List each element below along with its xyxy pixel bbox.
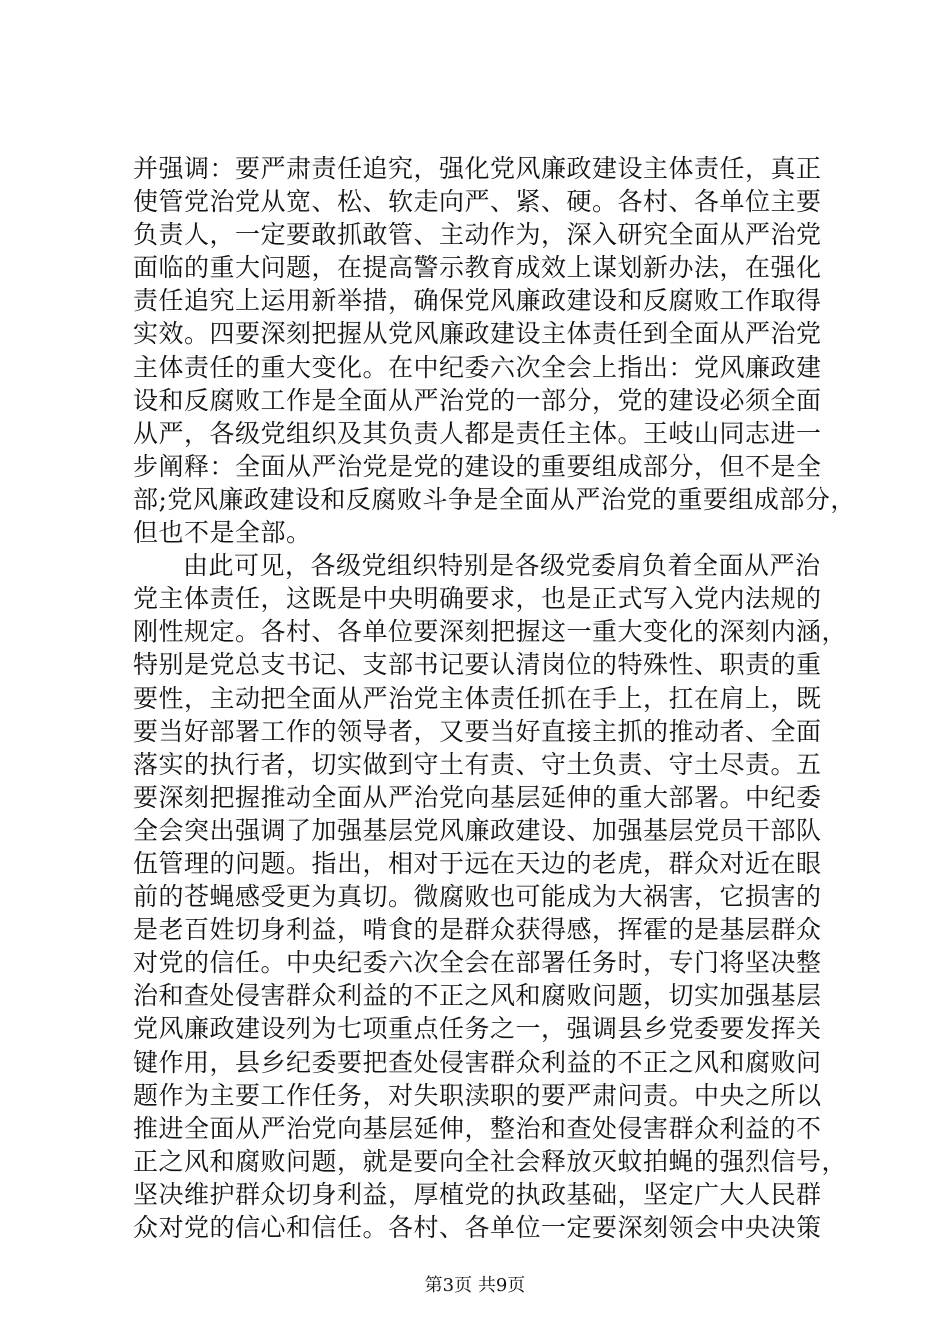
text-line: 伍管理的问题。指出，相对于远在天边的老虎，群众对近在眼 [133,848,822,878]
text-line: 要当好部署工作的领导者，又要当好直接主抓的推动者、全面 [133,716,822,746]
text-line: 前的苍蝇感受更为真切。微腐败也可能成为大祸害，它损害的 [133,882,822,912]
page-number-footer: 第3页 共9页 [424,1275,526,1296]
text-line: 推进全面从严治党向基层延伸，整治和查处侵害群众利益的不 [133,1113,822,1143]
text-line: 党主体责任，这既是中央明确要求，也是正式写入党内法规的 [133,584,822,614]
text-line: 使管党治党从宽、松、软走向严、紧、硬。各村、各单位主要 [133,187,822,217]
text-line: 特别是党总支书记、支部书记要认清岗位的特殊性、职责的重 [133,650,822,680]
text-line: 正之风和腐败问题，就是要向全社会释放灭蚊拍蝇的强烈信号， [133,1146,848,1176]
text-line: 但也不是全部。 [133,518,312,548]
text-line: 要深刻把握推动全面从严治党向基层延伸的重大部署。中纪委 [133,782,822,812]
text-line: 实效。四要深刻把握从党风廉政建设主体责任到全面从严治党 [133,319,822,349]
text-line: 众对党的信心和信任。各村、各单位一定要深刻领会中央决策 [133,1213,822,1242]
text-line: 要性，主动把全面从严治党主体责任抓在手上，扛在肩上，既 [133,683,822,713]
paragraph-start-line: 由此可见，各级党组织特别是各级党委肩负着全面从严治 [183,551,821,581]
body-text [133,152,856,1244]
text-line: 并强调：要严肃责任追究，强化党风廉政建设主体责任，真正 [133,154,822,183]
text-line: 步阐释：全面从严治党是党的建设的重要组成部分，但不是全 [133,451,822,481]
text-line: 治和查处侵害群众利益的不正之风和腐败问题，切实加强基层 [133,981,822,1011]
text-line: 负责人，一定要敢抓敢管、主动作为，深入研究全面从严治党 [133,220,822,250]
text-line: 责任追究上运用新举措，确保党风廉政建设和反腐败工作取得 [133,286,822,316]
text-line: 部;党风廉政建设和反腐败斗争是全面从严治党的重要组成部分， [133,484,856,514]
text-line: 键作用，县乡纪委要把查处侵害群众利益的不正之风和腐败问 [133,1047,822,1077]
text-line: 刚性规定。各村、各单位要深刻把握这一重大变化的深刻内涵， [133,617,848,647]
text-line: 是老百姓切身利益，啃食的是群众获得感，挥霍的是基层群众 [133,915,822,945]
text-line: 题作为主要工作任务，对失职渎职的要严肃问责。中央之所以 [133,1080,822,1110]
text-line: 从严，各级党组织及其负责人都是责任主体。王岐山同志进一 [133,418,822,448]
text-line: 对党的信任。中央纪委六次全会在部署任务时，专门将坚决整 [133,948,822,978]
text-line: 落实的执行者，切实做到守土有责、守土负责、守土尽责。五 [133,749,822,779]
text-line: 坚决维护群众切身利益，厚植党的执政基础，坚定广大人民群 [133,1179,822,1209]
text-line: 党风廉政建设列为七项重点任务之一，强调县乡党委要发挥关 [133,1014,822,1044]
text-line: 面临的重大问题，在提高警示教育成效上谋划新办法，在强化 [133,253,822,283]
text-line: 全会突出强调了加强基层党风廉政建设、加强基层党员干部队 [133,815,822,845]
text-line: 设和反腐败工作是全面从严治党的一部分，党的建设必须全面 [133,385,822,415]
text-line: 主体责任的重大变化。在中纪委六次全会上指出：党风廉政建 [133,352,822,382]
